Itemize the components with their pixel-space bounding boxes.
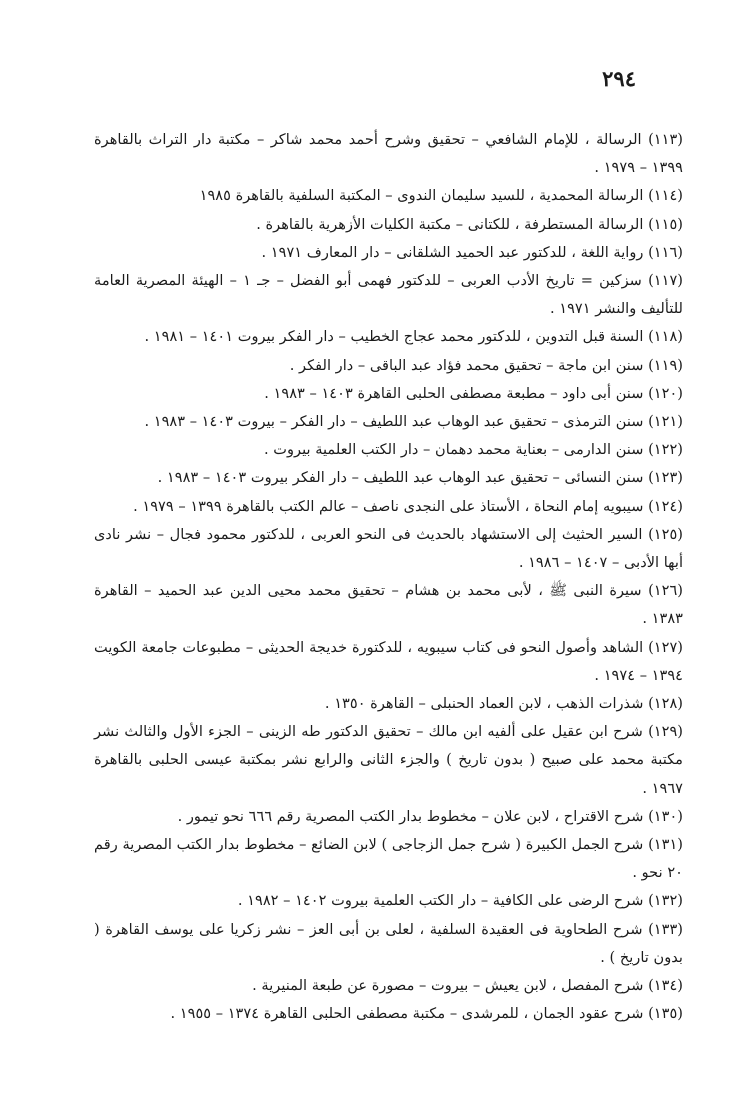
bibliography-entry-113: (١١٣) الرسالة ، للإمام الشافعي – تحقيق وشرح أحمد محمد شاكر – مكتبة دار التراث بالقاهرة ١٣٩٩ – ١٩٧٩ . <box>94 131 683 177</box>
bibliography-entry-126: (١٢٦) سيرة النبى ﷺ ، لأبى محمد بن هشام – تحقيق محمد محيى الدين عبد الحميد – القاهرة ١٣٨٣ . <box>94 582 683 628</box>
bibliography-entry-118: (١١٨) السنة قبل التدوين ، للدكتور محمد عجاج الخطيب – دار الفكر بيروت ١٤٠١ – ١٩٨١ . <box>144 328 683 346</box>
bibliography-entry-133: (١٣٣) شرح الطحاوية فى العقيدة السلفية ، لعلى بن أبى العز – نشر زكريا على يوسف القاهرة ( بدون تاريخ ) . <box>94 920 683 966</box>
bibliography-entry-115: (١١٥) الرسالة المستطرفة ، للكتانى – مكتبة الكليات الأزهرية بالقاهرة . <box>256 215 683 233</box>
page-number: ٢٩٤ <box>602 66 636 91</box>
bibliography-entry-116: (١١٦) رواية اللغة ، للدكتور عبد الحميد الشلقانى – دار المعارف ١٩٧١ . <box>261 243 683 261</box>
bibliography-entry-114: (١١٤) الرسالة المحمدية ، للسيد سليمان الندوى – المكتبة السلفية بالقاهرة ١٩٨٥ <box>199 187 683 205</box>
bibliography-entry-124: (١٢٤) سيبويه إمام النحاة ، الأستاذ على النجدى ناصف – عالم الكتب بالقاهرة ١٣٩٩ – ١٩٧٩ . <box>133 497 683 515</box>
bibliography-entry-123: (١٢٣) سنن النسائى – تحقيق عبد الوهاب عبد اللطيف – دار الفكر بيروت ١٤٠٣ – ١٩٨٣ . <box>157 469 683 487</box>
bibliography-entry-131: (١٣١) شرح الجمل الكبيرة ( شرح جمل الزجاجى ) لابن الضائع – مخطوط بدار الكتب المصرية رقم ٢٠ نحو . <box>94 836 683 882</box>
bibliography-list <box>94 126 703 1029</box>
bibliography-entry-132: (١٣٢) شرح الرضى على الكافية – دار الكتب العلمية بيروت ١٤٠٢ – ١٩٨٢ . <box>237 892 683 910</box>
bibliography-entry-119: (١١٩) سنن ابن ماجة – تحقيق محمد فؤاد عبد الباقى – دار الفكر . <box>289 356 683 374</box>
bibliography-entry-135: (١٣٥) شرح عقود الجمان ، للمرشدى – مكتبة مصطفى الحلبى القاهرة ١٣٧٤ – ١٩٥٥ . <box>170 1005 683 1023</box>
bibliography-entry-117: (١١٧) سزكين = تاريخ الأدب العربى – للدكتور فهمى أبو الفضل – جـ ١ – الهيئة المصرية العامة للتأليف والنشر ١٩٧١ . <box>94 272 683 318</box>
bibliography-entry-127: (١٢٧) الشاهد وأصول النحو فى كتاب سيبويه ، للدكتورة خديجة الحديثى – مطبوعات جامعة الكويت ١٣٩٤ – ١٩٧٤ . <box>94 638 683 684</box>
bibliography-entry-125: (١٢٥) السير الحثيث إلى الاستشهاد بالحديث فى النحو العربى ، للدكتور محمود فجال – نشر نادى أبها الأدبى – ١٤٠٧ – ١٩٨٦ . <box>94 525 683 572</box>
bibliography-entry-129: (١٢٩) شرح ابن عقيل على ألفيه ابن مالك – تحقيق الدكتور طه الزينى – الجزء الأول والثالث نشر مكتبة محمد على صبيح ( بدون تاريخ ) والجزء الثانى والرابع نشر بمكتبة عيسى الحلبى بالقاهرة ١٩٦٧ . <box>94 723 683 797</box>
bibliography-entry-128: (١٢٨) شذرات الذهب ، لابن العماد الحنبلى – القاهرة ١٣٥٠ . <box>324 695 683 713</box>
bibliography-entry-134: (١٣٤) شرح المفصل ، لابن يعيش – بيروت – مصورة عن طبعة المنيرية . <box>252 977 683 995</box>
bibliography-entry-122: (١٢٢) سنن الدارمى – بعناية محمد دهمان – دار الكتب العلمية بيروت . <box>263 441 683 459</box>
bibliography-entry-121: (١٢١) سنن الترمذى – تحقيق عبد الوهاب عبد اللطيف – دار الفكر – بيروت ١٤٠٣ – ١٩٨٣ . <box>144 413 683 431</box>
bibliography-entry-120: (١٢٠) سنن أبى داود – مطبعة مصطفى الحلبى القاهرة ١٤٠٣ – ١٩٨٣ . <box>264 384 683 402</box>
bibliography-entry-130: (١٣٠) شرح الاقتراح ، لابن علان – مخطوط بدار الكتب المصرية رقم ٦٦٦ نحو تيمور . <box>177 807 683 825</box>
